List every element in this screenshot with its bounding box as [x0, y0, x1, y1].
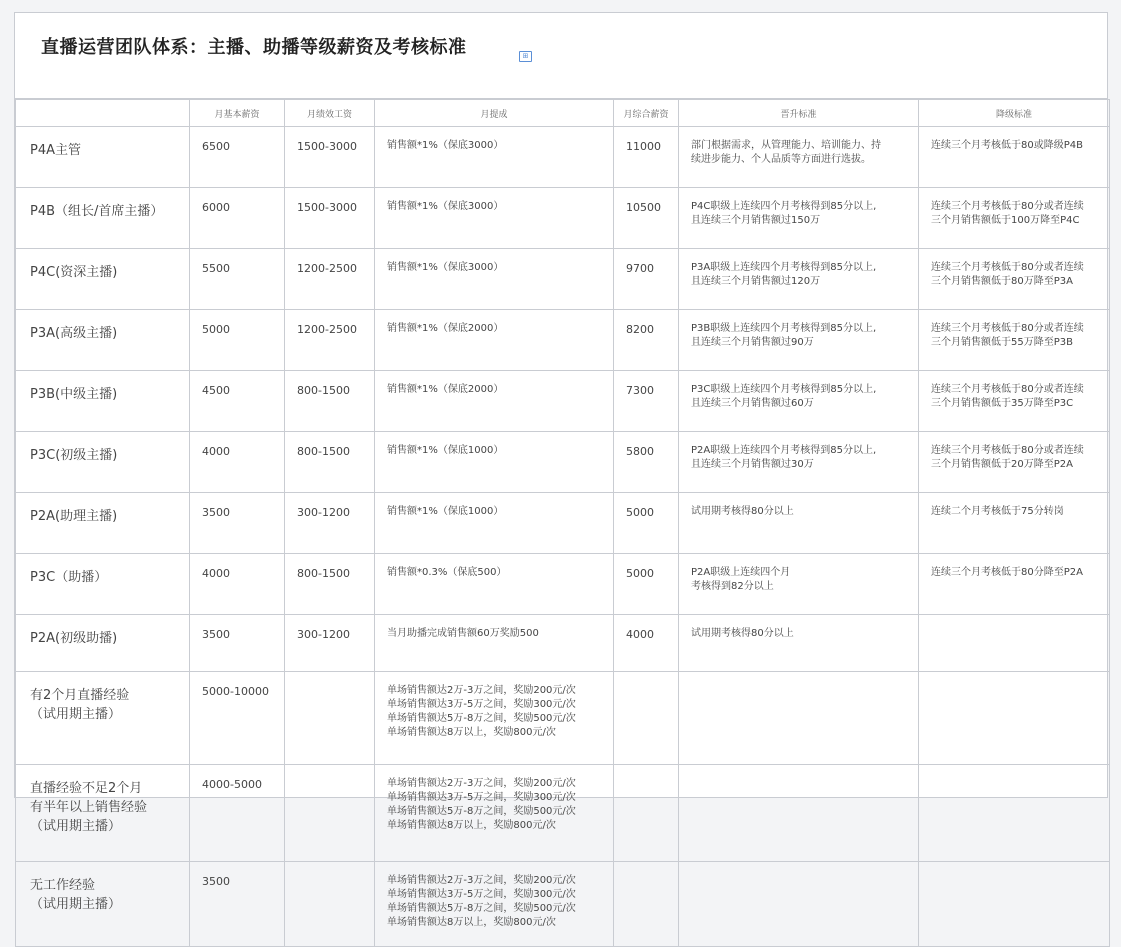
demotion-criteria-cell[interactable]: [919, 615, 1110, 672]
demotion-criteria-cell[interactable]: 连续二个月考核低于75分转岗: [919, 493, 1110, 554]
promotion-criteria-cell[interactable]: P4C职级上连续四个月考核得到85分以上, 且连续三个月销售额过150万: [679, 188, 919, 249]
level-name-cell[interactable]: P4C(资深主播): [16, 249, 190, 310]
commission-cell[interactable]: 销售额*0.3%（保底500）: [375, 554, 614, 615]
total-salary-cell[interactable]: 5000: [614, 493, 679, 554]
base-salary-cell[interactable]: 3500: [190, 493, 285, 554]
performance-pay-cell[interactable]: 1200-2500: [285, 249, 375, 310]
demotion-criteria-cell[interactable]: 连续三个月考核低于80分或者连续 三个月销售额低于100万降至P4C: [919, 188, 1110, 249]
performance-pay-cell[interactable]: 1500-3000: [285, 127, 375, 188]
demotion-criteria-cell[interactable]: 连续三个月考核低于80分或者连续 三个月销售额低于55万降至P3B: [919, 310, 1110, 371]
promotion-criteria-cell[interactable]: 部门根据需求，从管理能力、培训能力、持 续进步能力、个人品质等方面进行选拔。: [679, 127, 919, 188]
performance-pay-cell[interactable]: [285, 765, 375, 862]
performance-pay-cell[interactable]: 1200-2500: [285, 310, 375, 371]
promotion-criteria-cell[interactable]: P2A职级上连续四个月 考核得到82分以上: [679, 554, 919, 615]
header-cell: 月综合薪资: [614, 100, 679, 127]
total-salary-cell[interactable]: 10500: [614, 188, 679, 249]
total-salary-cell[interactable]: 9700: [614, 249, 679, 310]
commission-cell[interactable]: 销售额*1%（保底2000）: [375, 310, 614, 371]
demotion-criteria-cell[interactable]: [919, 672, 1110, 765]
performance-pay-cell[interactable]: 1500-3000: [285, 188, 375, 249]
total-salary-cell[interactable]: [614, 765, 679, 862]
paste-format-icon[interactable]: ⊞: [519, 51, 532, 62]
total-salary-cell[interactable]: 4000: [614, 615, 679, 672]
table-row: [16, 554, 1110, 615]
promotion-criteria-cell[interactable]: P3A职级上连续四个月考核得到85分以上, 且连续三个月销售额过120万: [679, 249, 919, 310]
base-salary-cell[interactable]: 5000-10000: [190, 672, 285, 765]
promotion-criteria-cell[interactable]: 试用期考核得80分以上: [679, 615, 919, 672]
performance-pay-cell[interactable]: 800-1500: [285, 554, 375, 615]
table-row: [16, 310, 1110, 371]
base-salary-cell[interactable]: 5000: [190, 310, 285, 371]
total-salary-cell[interactable]: [614, 862, 679, 947]
level-name-cell[interactable]: P3A(高级主播): [16, 310, 190, 371]
promotion-criteria-cell[interactable]: P3C职级上连续四个月考核得到85分以上, 且连续三个月销售额过60万: [679, 371, 919, 432]
header-cell: 晋升标准: [679, 100, 919, 127]
header-row: [16, 100, 1110, 127]
base-salary-cell[interactable]: 4000: [190, 432, 285, 493]
base-salary-cell[interactable]: 6000: [190, 188, 285, 249]
level-name-cell[interactable]: P4A主管: [16, 127, 190, 188]
table-row: [16, 371, 1110, 432]
base-salary-cell[interactable]: 3500: [190, 615, 285, 672]
total-salary-cell[interactable]: 5000: [614, 554, 679, 615]
demotion-criteria-cell[interactable]: 连续三个月考核低于80分或者连续 三个月销售额低于35万降至P3C: [919, 371, 1110, 432]
table-row: [16, 615, 1110, 672]
level-name-cell[interactable]: P2A(助理主播): [16, 493, 190, 554]
demotion-criteria-cell[interactable]: [919, 765, 1110, 862]
base-salary-cell[interactable]: 3500: [190, 862, 285, 947]
total-salary-cell[interactable]: 7300: [614, 371, 679, 432]
level-name-cell[interactable]: P3B(中级主播): [16, 371, 190, 432]
base-salary-cell[interactable]: 6500: [190, 127, 285, 188]
level-name-cell[interactable]: 无工作经验 （试用期主播）: [16, 862, 190, 947]
commission-cell[interactable]: 销售额*1%（保底3000）: [375, 249, 614, 310]
demotion-criteria-cell[interactable]: 连续三个月考核低于80分或者连续 三个月销售额低于20万降至P2A: [919, 432, 1110, 493]
total-salary-cell[interactable]: 11000: [614, 127, 679, 188]
demotion-criteria-cell[interactable]: [919, 862, 1110, 947]
commission-cell[interactable]: 销售额*1%（保底1000）: [375, 432, 614, 493]
table-row: [16, 672, 1110, 765]
demotion-criteria-cell[interactable]: 连续三个月考核低于80分或者连续 三个月销售额低于80万降至P3A: [919, 249, 1110, 310]
sheet-title: 直播运营团队体系：主播、助播等级薪资及考核标准: [41, 37, 467, 58]
commission-cell[interactable]: 单场销售额达2万-3万之间，奖励200元/次 单场销售额达3万-5万之间，奖励300元/次 单场销售额达5万-8万之间，奖励500元/次 单场销售额达8万以上，奖励800元/次: [375, 765, 614, 862]
promotion-criteria-cell[interactable]: [679, 765, 919, 862]
promotion-criteria-cell[interactable]: [679, 672, 919, 765]
table-row: [16, 188, 1110, 249]
promotion-criteria-cell[interactable]: [679, 862, 919, 947]
level-name-cell[interactable]: 有2个月直播经验 （试用期主播）: [16, 672, 190, 765]
total-salary-cell[interactable]: [614, 672, 679, 765]
base-salary-cell[interactable]: 4000-5000: [190, 765, 285, 862]
table-row: [16, 862, 1110, 947]
base-salary-cell[interactable]: 4500: [190, 371, 285, 432]
total-salary-cell[interactable]: 5800: [614, 432, 679, 493]
table-row: [16, 765, 1110, 862]
level-name-cell[interactable]: P2A(初级助播): [16, 615, 190, 672]
total-salary-cell[interactable]: 8200: [614, 310, 679, 371]
promotion-criteria-cell[interactable]: P2A职级上连续四个月考核得到85分以上, 且连续三个月销售额过30万: [679, 432, 919, 493]
header-cell: [16, 100, 190, 127]
promotion-criteria-cell[interactable]: P3B职级上连续四个月考核得到85分以上, 且连续三个月销售额过90万: [679, 310, 919, 371]
table-row: [16, 493, 1110, 554]
spreadsheet-sheet: [14, 12, 1108, 928]
salary-table: [15, 99, 1110, 947]
level-name-cell[interactable]: 直播经验不足2个月 有半年以上销售经验 （试用期主播）: [16, 765, 190, 862]
level-name-cell[interactable]: P4B（组长/首席主播）: [16, 188, 190, 249]
demotion-criteria-cell[interactable]: 连续三个月考核低于80分降至P2A: [919, 554, 1110, 615]
header-cell: 月绩效工资: [285, 100, 375, 127]
commission-cell[interactable]: 单场销售额达2万-3万之间，奖励200元/次 单场销售额达3万-5万之间，奖励300元/次 单场销售额达5万-8万之间，奖励500元/次 单场销售额达8万以上，奖励800元/次: [375, 672, 614, 765]
performance-pay-cell[interactable]: [285, 672, 375, 765]
commission-cell[interactable]: 销售额*1%（保底2000）: [375, 371, 614, 432]
base-salary-cell[interactable]: 4000: [190, 554, 285, 615]
level-name-cell[interactable]: P3C（助播）: [16, 554, 190, 615]
commission-cell[interactable]: 单场销售额达2万-3万之间，奖励200元/次 单场销售额达3万-5万之间，奖励300元/次 单场销售额达5万-8万之间，奖励500元/次 单场销售额达8万以上，奖励800元/次: [375, 862, 614, 947]
table-row: [16, 127, 1110, 188]
commission-cell[interactable]: 销售额*1%（保底1000）: [375, 493, 614, 554]
header-cell: 月提成: [375, 100, 614, 127]
performance-pay-cell[interactable]: [285, 862, 375, 947]
base-salary-cell[interactable]: 5500: [190, 249, 285, 310]
table-row: [16, 249, 1110, 310]
performance-pay-cell[interactable]: 800-1500: [285, 432, 375, 493]
commission-cell[interactable]: 销售额*1%（保底3000）: [375, 127, 614, 188]
header-cell: 月基本薪资: [190, 100, 285, 127]
title-row: [15, 13, 1107, 99]
performance-pay-cell[interactable]: 300-1200: [285, 493, 375, 554]
commission-cell[interactable]: 销售额*1%（保底3000）: [375, 188, 614, 249]
performance-pay-cell[interactable]: 800-1500: [285, 371, 375, 432]
table-row: [16, 432, 1110, 493]
commission-cell[interactable]: 当月助播完成销售额60万奖励500: [375, 615, 614, 672]
promotion-criteria-cell[interactable]: 试用期考核得80分以上: [679, 493, 919, 554]
level-name-cell[interactable]: P3C(初级主播): [16, 432, 190, 493]
performance-pay-cell[interactable]: 300-1200: [285, 615, 375, 672]
header-cell: 降级标准: [919, 100, 1110, 127]
demotion-criteria-cell[interactable]: 连续三个月考核低于80或降级P4B: [919, 127, 1110, 188]
